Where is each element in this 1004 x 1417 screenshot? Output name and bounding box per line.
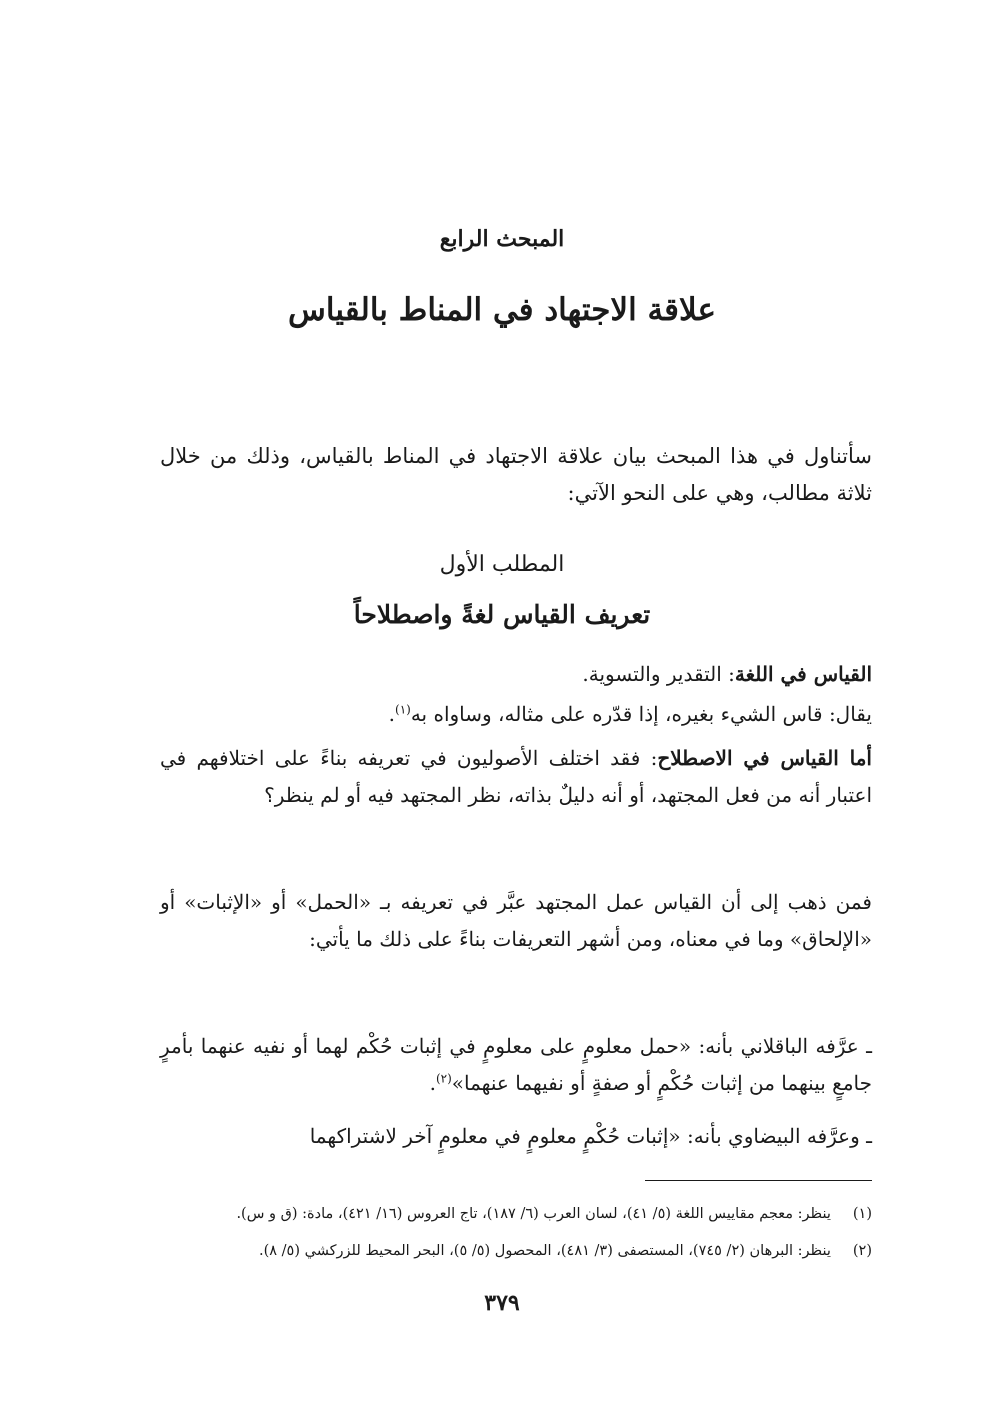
footnote-separator	[645, 1180, 872, 1181]
footnote-number: (١)	[852, 1206, 872, 1222]
paragraph-baqillani-definition	[160, 1028, 872, 1102]
footnote-text: ينظر: معجم مقاييس اللغة (٥/ ٤١)، لسان العرب (٦/ ١٨٧)، تاج العروس (١٦/ ٤٢١)، مادة: (ق و س).	[236, 1206, 831, 1222]
chapter-title: علاقة الاجتهاد في المناط بالقياس	[288, 292, 716, 328]
footnote-ref-1[interactable]: (١)	[395, 702, 411, 717]
footnote-number: (٢)	[852, 1243, 872, 1259]
paragraph-text: : فقد اختلف الأصوليون في تعريفه بناءً على اختلافهم في اعتبار أنه من فعل المجتهد، أو أنه دليلٌ بذاته، نظر المجتهد فيه أو لم ينظر؟	[160, 746, 872, 807]
footnote-1	[130, 1204, 872, 1224]
term-technical: أما القياس في الاصطلاح	[657, 746, 872, 770]
footnote-2	[130, 1241, 872, 1261]
paragraph-linguistic-definition	[160, 656, 872, 693]
section-label: المبحث الرابع	[439, 226, 565, 252]
paragraph-text: : التقدير والتسوية.	[582, 662, 735, 686]
paragraph-end: .	[429, 1071, 436, 1095]
term-linguistic: القياس في اللغة	[734, 662, 872, 686]
subsection-label: المطلب الأول	[439, 552, 565, 577]
footnote-ref-2[interactable]: (٢)	[435, 1071, 452, 1086]
subsection-title: تعريف القياس لغةً واصطلاحاً	[353, 600, 651, 629]
paragraph-definitions-intro: فمن ذهب إلى أن القياس عمل المجتهد عبَّر في تعريفه بـ «الحمل» أو «الإثبات» أو «الإلحاق» وما في معناه، ومن أشهر التعريفات بناءً على ذلك ما يأتي:	[160, 890, 872, 951]
paragraph-baydawi-definition: ـ وعرَّفه البيضاوي بأنه: «إثبات حُكْمٍ معلومٍ في معلومٍ آخر لاشتراكهما	[309, 1124, 872, 1148]
paragraph-end: .	[388, 702, 395, 726]
paragraph-text: ـ عرَّفه الباقلاني بأنه: «حمل معلومٍ على معلومٍ في إثبات حُكْم لهما أو نفيه عنهما بأمرٍ جامعٍ بينهما من إثبات حُكْمٍ أو صفةٍ أو نفيهما عنهما»	[160, 1034, 872, 1095]
page-number: ٣٧٩	[484, 1290, 520, 1316]
paragraph-technical-definition	[160, 740, 872, 814]
intro-paragraph: سأتناول في هذا المبحث بيان علاقة الاجتهاد في المناط بالقياس، وذلك من خلال ثلاثة مطالب، وهي على النحو الآتي:	[160, 444, 872, 505]
footnote-text: ينظر: البرهان (٢/ ٧٤٥)، المستصفى (٣/ ٤٨١)، المحصول (٥/ ٥)، البحر المحيط للزركشي (٥/ ٨).	[258, 1243, 831, 1259]
paragraph-usage-example	[160, 696, 872, 733]
paragraph-text: يقال: قاس الشيء بغيره، إذا قدّره على مثاله، وساواه به	[410, 702, 872, 726]
